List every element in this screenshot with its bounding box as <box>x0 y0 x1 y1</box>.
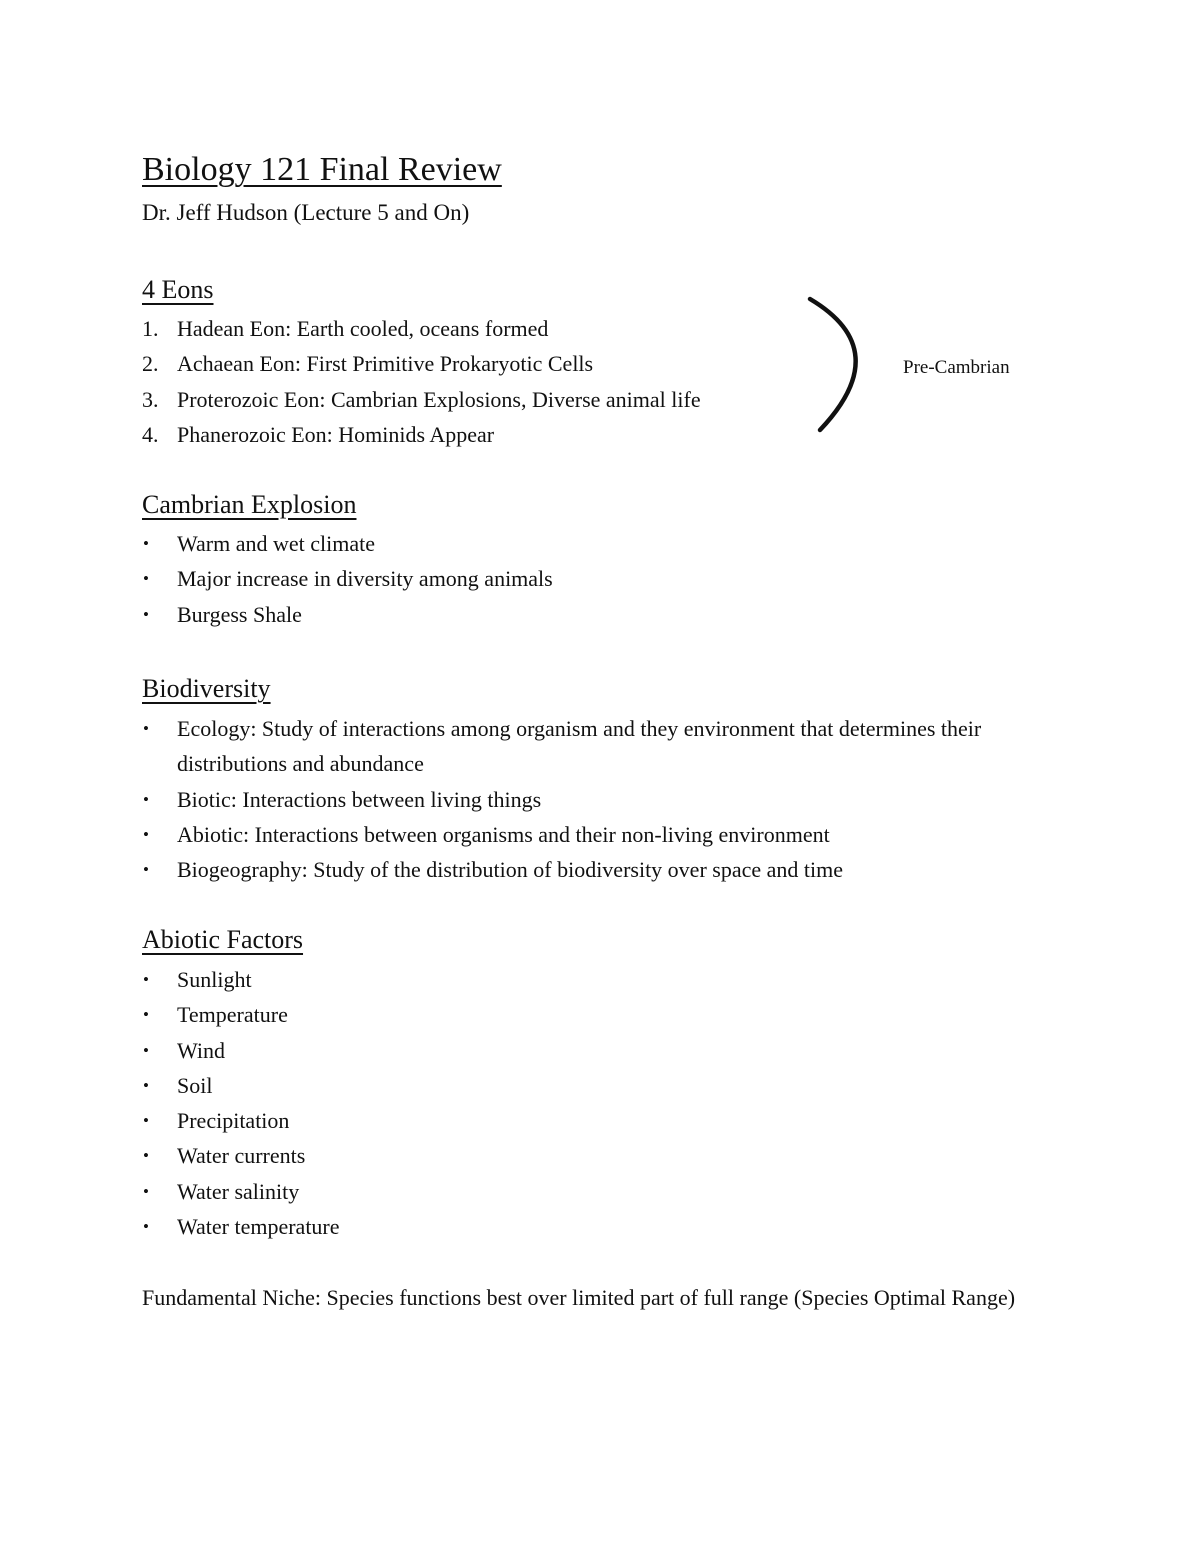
page-subtitle: Dr. Jeff Hudson (Lecture 5 and On) <box>142 200 470 225</box>
bullet-icon: • <box>143 824 149 844</box>
list-number: 1. <box>142 316 159 341</box>
list-item-text: Phanerozoic Eon: Hominids Appear <box>177 421 495 447</box>
list-item-text: Abiotic: Interactions between organisms and their non-living environment <box>177 821 830 847</box>
list-item <box>142 817 1022 852</box>
list-item <box>142 1103 1022 1138</box>
list-item-text: Achaean Eon: First Primitive Prokaryotic Cells <box>177 351 594 377</box>
abiotic-heading: Abiotic Factors <box>142 925 304 954</box>
list-number: 3. <box>142 386 159 412</box>
bullet-icon: • <box>143 1181 149 1201</box>
list-item-text: Water temperature <box>177 1214 340 1240</box>
list-item-text: Biotic: Interactions between living things <box>177 786 542 812</box>
list-item-text: Soil <box>177 1072 213 1098</box>
list-item <box>142 1033 1022 1068</box>
bullet-icon: • <box>143 604 149 624</box>
list-item <box>142 1068 1022 1103</box>
bullet-icon: • <box>143 970 149 989</box>
pre-cambrian-label: Pre-Cambrian <box>903 357 1010 378</box>
biodiversity-heading: Biodiversity <box>142 674 271 703</box>
cambrian-list <box>142 526 1022 632</box>
list-item-text: Precipitation <box>177 1108 290 1134</box>
list-item <box>142 997 1022 1032</box>
list-item <box>142 962 1022 997</box>
eons-list <box>142 311 1022 452</box>
list-item-text: Water salinity <box>177 1178 300 1204</box>
list-item <box>142 1174 1022 1209</box>
eons-heading: 4 Eons <box>142 275 214 304</box>
bullet-icon: • <box>143 1075 149 1095</box>
bullet-icon: • <box>143 569 149 589</box>
fundamental-niche-paragraph: Fundamental Niche: Species functions best over limited part of full range (Species Optimal Range) <box>142 1285 1016 1310</box>
bullet-icon: • <box>143 1111 149 1131</box>
biodiversity-list <box>142 711 1022 887</box>
list-number: 4. <box>142 421 159 447</box>
bullet-icon: • <box>143 860 149 880</box>
list-item-text: Temperature <box>177 1002 288 1028</box>
page-title: Biology 121 Final Review <box>142 151 502 188</box>
bullet-icon: • <box>143 789 149 809</box>
list-item <box>142 711 1022 782</box>
list-item-text: Sunlight <box>177 967 252 992</box>
list-item <box>142 852 1022 887</box>
list-item-text: Biogeography: Study of the distribution of biodiversity over space and time <box>177 857 843 883</box>
list-item <box>142 382 1022 417</box>
list-item <box>142 1209 1022 1244</box>
list-item <box>142 1138 1022 1173</box>
list-item <box>142 526 1022 561</box>
list-item <box>142 561 1022 596</box>
bullet-icon: • <box>143 1005 149 1025</box>
abiotic-list <box>142 962 1022 1244</box>
list-number: 2. <box>142 351 159 377</box>
cambrian-heading: Cambrian Explosion <box>142 490 357 519</box>
list-item <box>142 417 1022 452</box>
list-item-text: Major increase in diversity among animals <box>177 566 553 592</box>
list-item-text: Proterozoic Eon: Cambrian Explosions, Diverse animal life <box>177 386 701 412</box>
right-brace-icon <box>800 292 880 442</box>
list-item-text: Warm and wet climate <box>177 531 375 556</box>
list-item <box>142 311 1022 346</box>
list-item-text: Water currents <box>177 1143 306 1169</box>
list-item <box>142 782 1022 817</box>
bullet-icon: • <box>143 1040 149 1060</box>
bullet-icon: • <box>143 1217 149 1237</box>
list-item <box>142 597 1022 632</box>
list-item-text: Hadean Eon: Earth cooled, oceans formed <box>177 316 549 341</box>
list-item <box>142 346 1022 381</box>
bullet-icon: • <box>143 719 149 738</box>
list-item-text: Burgess Shale <box>177 601 302 627</box>
bullet-icon: • <box>143 534 149 553</box>
list-item-text: Ecology: Study of interactions among organism and they environment that determines their distributions and abundance <box>177 716 982 777</box>
bullet-icon: • <box>143 1146 149 1166</box>
list-item-text: Wind <box>177 1037 225 1063</box>
